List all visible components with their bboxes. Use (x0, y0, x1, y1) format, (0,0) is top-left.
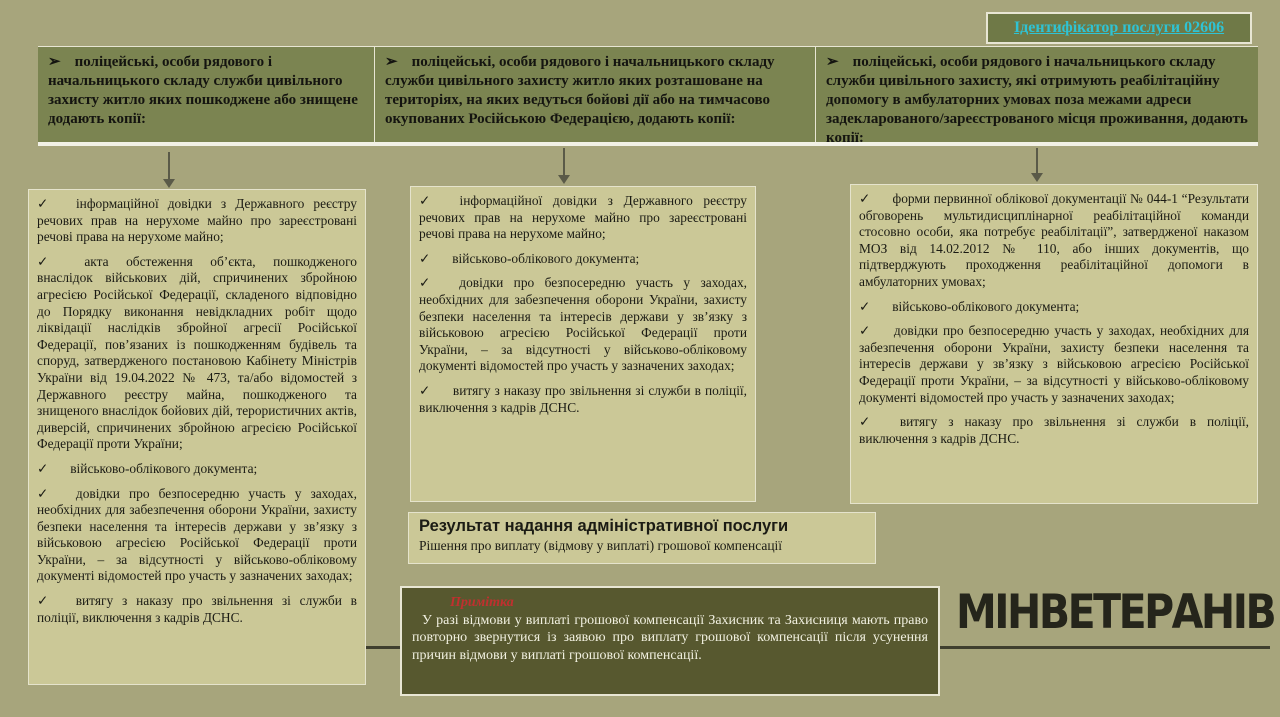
list-item: ✓ військово-облікового документа; (419, 250, 640, 266)
check-icon: ✓ (37, 460, 49, 476)
result-text: Рішення про виплату (відмову у виплаті) грошової компенсації (419, 538, 783, 553)
arrow-bullet-icon: ➢ (826, 54, 839, 70)
list-item: ✓ витягу з наказу про звільнення зі служби в поліції, виключення з кадрів ДСНС. (419, 382, 747, 415)
service-result-box (408, 512, 876, 564)
ministry-logo (948, 584, 1275, 640)
list-item: ✓ витягу з наказу про звільнення зі служби в поліції, виключення з кадрів ДСНС. (859, 414, 1249, 446)
result-title: Результат надання адміністративної послуги (419, 517, 789, 535)
arrow-down-icon (1036, 148, 1038, 180)
category-header-text: поліцейські, особи рядового і начальницького складу служби цивільного захисту, які отримують реабілітаційну допомогу в амбулаторних умовах поза межами адреси задекларованого/зареєстрованого місця проживання, додають копії: (826, 54, 1248, 146)
check-icon: ✓ (419, 275, 438, 291)
category-header-text: поліцейські, особи рядового і начальницького складу служби цивільного захисту житло яких пошкоджене або знищене додають копії: (48, 54, 358, 127)
check-icon: ✓ (859, 323, 872, 339)
bottom-connector-line (366, 646, 402, 649)
list-item: ✓ інформаційної довідки з Державного реєстру речових прав на нерухоме майно про зареєстровані речові права на нерухоме майно; (37, 196, 357, 245)
list-item: ✓ витягу з наказу про звільнення зі служби в поліції, виключення з кадрів ДСНС. (37, 593, 357, 625)
bottom-connector-line (940, 646, 1270, 649)
list-item: ✓ військово-облікового документа; (859, 298, 1080, 314)
check-icon: ✓ (419, 382, 431, 398)
list-item: ✓ військово-облікового документа; (37, 460, 258, 476)
check-icon: ✓ (37, 253, 63, 269)
category-header-combat-territories (375, 47, 816, 142)
arrow-down-icon (563, 148, 565, 182)
check-icon: ✓ (859, 191, 871, 206)
list-item: ✓ форми первинної облікової документації № 044-1 “Результати обговорень мультидисциплінарної реабілітаційної команди стосовно особи, яка потребує реабілітації”, затвердженої наказом МОЗ від 14.02.2012 № 110, або інших документів, що підтверджують проходження реабілітаційної допомоги в амбулаторних умовах; (859, 191, 1249, 289)
check-icon: ✓ (419, 250, 431, 266)
category-header-text: поліцейські, особи рядового і начальницького складу служби цивільного захисту житло яких розташоване на територіях, на яких ведуться бойові дії або на тимчасово окупованих Російською Федерацією, додають копії: (385, 54, 775, 127)
check-icon: ✓ (419, 193, 438, 208)
logo-wordmark: МІНВЕТЕРАНІВ (956, 584, 1275, 640)
list-item: ✓ довідки про безпосередню участь у заходах, необхідних для забезпечення оборони України, захисту безпеки населення та інтересів держави у зв’язку з військовою агресією Російської Федерації проти України, – за відсутності у військово-обліковому документі відомостей про участь у зазначених заходах; (859, 323, 1249, 405)
check-icon: ✓ (37, 485, 54, 501)
documents-list-rehabilitation (850, 184, 1258, 504)
check-icon: ✓ (37, 593, 54, 609)
service-id-link[interactable]: Ідентифікатор послуги 02606 (986, 12, 1252, 44)
check-icon: ✓ (37, 196, 54, 211)
note-box (400, 586, 940, 696)
list-item: ✓ довідки про безпосередню участь у заходах, необхідних для забезпечення оборони України, захисту безпеки населення та інтересів держави у зв’язку з військовою агресією Російської Федерації проти України, – за відсутності у військово-обліковому документі відомостей про участь у зазначених заходах; (37, 485, 357, 584)
arrow-bullet-icon: ➢ (48, 54, 61, 70)
list-item: ✓ інформаційної довідки з Державного реєстру речових прав на нерухоме майно про зареєстровані речові права на нерухоме майно; (419, 193, 747, 242)
category-header-damaged-housing (38, 47, 375, 142)
list-item: ✓ акта обстеження об’єкта, пошкодженого внаслідок військових дій, спричинених збройною агресією Російської Федерації, складеного відповідно до Порядку виконання невідкладних робіт щодо ліквідації наслідків збройної агресії Російської Федерації, пов’язаних із пошкодженням будівель та споруд, затвердженого постановою Кабінету Міністрів України від 19.04.2022 № 473, та/або відомостей з Державного реєстру майна, пошкодженого та знищеного внаслідок бойових дій, терористичних актів, диверсій, спричинених збройною агресією Російської Федерації проти України; (37, 253, 358, 452)
arrow-bullet-icon: ➢ (385, 54, 398, 70)
note-text: У разі відмови у виплаті грошової компенсації Захисник та Захисниця мають право повторно звернутися із заявою про виплату грошової компенсації після усунення причин відмови у виплаті грошової компенсації. (412, 612, 928, 663)
arrow-down-icon (168, 152, 170, 186)
documents-list-combat-territories (410, 186, 756, 502)
note-title: Примітка (450, 595, 514, 610)
list-item: ✓ довідки про безпосередню участь у заходах, необхідних для забезпечення оборони України, захисту безпеки населення та інтересів держави у зв’язку з військовою агресією Російської Федерації проти України, – за відсутності у військово-обліковому документі відомостей про участь у зазначених заходах; (419, 275, 747, 374)
category-header-rehabilitation (816, 47, 1258, 146)
category-header-strip (38, 46, 1258, 146)
check-icon: ✓ (859, 298, 871, 314)
documents-list-damaged-housing (28, 189, 366, 685)
check-icon: ✓ (859, 414, 878, 430)
